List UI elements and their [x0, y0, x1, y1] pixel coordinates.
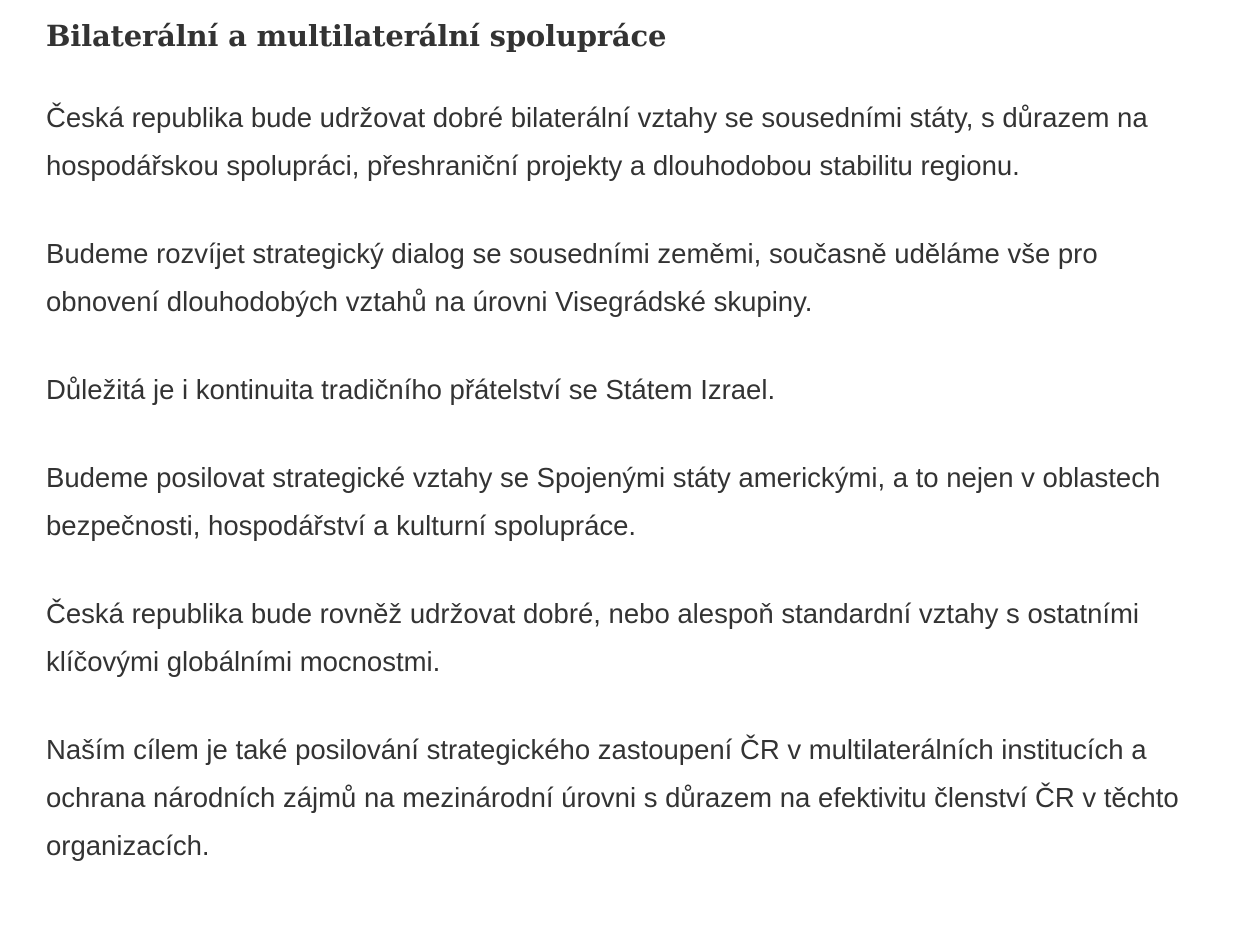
section-heading: Bilaterální a multilaterální spolupráce — [46, 19, 667, 53]
paragraph-multilateral-institutions: Naším cílem je také posilování strategického zastoupení ČR v multilaterálních institucích a ochrana národních zájmů na mezinárodní úrovni s důrazem na efektivitu členství ČR v těchto organizacích. — [46, 734, 1179, 861]
paragraph-visegrad-dialog: Budeme rozvíjet strategický dialog se sousedními zeměmi, současně uděláme vše pro obnovení dlouhodobých vztahů na úrovni Visegrádské skupiny. — [46, 238, 1098, 317]
paragraph-global-powers: Česká republika bude rovněž udržovat dobré, nebo alespoň standardní vztahy s ostatními klíčovými globálními mocnostmi. — [46, 598, 1140, 677]
paragraph-israel-friendship: Důležitá je i kontinuita tradičního přátelství se Státem Izrael. — [46, 374, 776, 405]
paragraph-usa-relations: Budeme posilovat strategické vztahy se Spojenými státy americkými, a to nejen v oblastech bezpečnosti, hospodářství a kulturní spolupráce. — [46, 462, 1161, 541]
article-section — [46, 14, 1216, 870]
paragraph-bilateral-relations: Česká republika bude udržovat dobré bilaterální vztahy se sousedními státy, s důrazem na hospodářskou spolupráci, přeshraniční projekty a dlouhodobou stabilitu regionu. — [46, 102, 1148, 181]
